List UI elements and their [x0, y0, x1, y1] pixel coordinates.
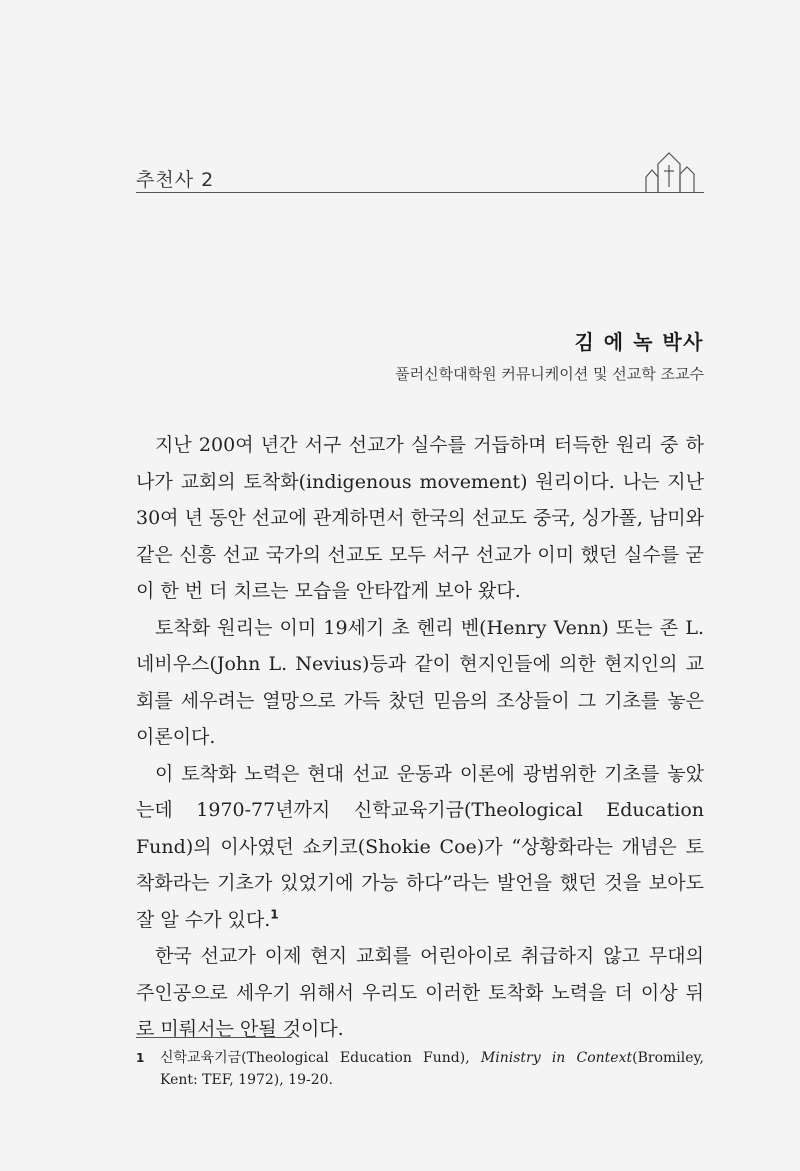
paragraph-3-text: 이 토착화 노력은 현대 선교 운동과 이론에 광범위한 기초를 놓았는데 1970-77년까지 신학교육기금(Theological Education Fund)의 이사였던 쇼키코(Shokie Coe)가 “상황화라는 개념은 토착화라는 기초가 있었기에 가능 하다”라는 발언을 했던 것을 보아도 잘 알 수가 있다. [136, 762, 704, 931]
running-head: 추천사 2 [136, 169, 215, 191]
footnote-publication: (Bromiley, Kent: TEF, 1972), 19-20. [160, 1050, 705, 1088]
author-name: 김 에 녹 박사 [574, 330, 704, 354]
footnote-book-title: Ministry in Context [480, 1050, 633, 1066]
header-rule [136, 192, 704, 193]
footnote [136, 1047, 704, 1091]
footnote-number: 1 [136, 1051, 145, 1065]
paragraph-3 [136, 756, 704, 939]
footnote-text [160, 1047, 704, 1091]
footnote-rule [136, 1037, 292, 1038]
footnote-source-org: 신학교육기금(Theological Education Fund), [160, 1050, 481, 1066]
paragraph-1: 지난 200여 년간 서구 선교가 실수를 거듭하며 터득한 원리 중 하나가 교회의 토착화(indigenous movement) 원리이다. 나는 지난 30여 년 동안 선교에 관계하면서 한국의 선교도 중국, 싱가폴, 남미와 같은 신흥 선교 국가의 선교도 모두 서구 선교가 이미 했던 실수를 굳이 한 번 더 치르는 모습을 안타깝게 보아 왔다. [136, 434, 704, 602]
paragraph-2: 토착화 원리는 이미 19세기 초 헨리 벤(Henry Venn) 또는 존 L. 네비우스(John L. Nevius)등과 같이 현지인들에 의한 현지인의 교회를 세우려는 열망으로 가득 찼던 믿음의 조상들이 그 기초를 놓은 이론이다. [136, 616, 704, 748]
body-text [136, 427, 704, 1048]
author-affiliation: 풀러신학대학원 커뮤니케이션 및 선교학 조교수 [395, 365, 704, 383]
author-block [395, 326, 704, 384]
church-icon [640, 150, 702, 193]
paragraph-4: 한국 선교가 이제 현지 교회를 어린아이로 취급하지 않고 무대의 주인공으로 세우기 위해서 우리도 이러한 토착화 노력을 더 이상 뒤로 미뤄서는 안될 것이다. [136, 945, 704, 1040]
footnote-reference[interactable]: 1 [270, 907, 279, 922]
